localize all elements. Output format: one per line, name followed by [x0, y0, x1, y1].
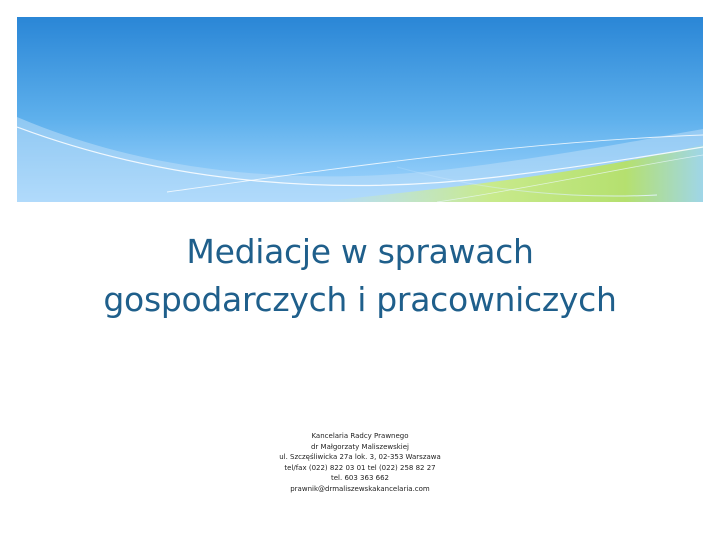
decorative-wave-banner: [17, 17, 703, 202]
contact-line-4: tel/fax (022) 822 03 01 tel (022) 258 82 27: [284, 463, 436, 472]
contact-block: [200, 431, 520, 494]
contact-line-1: Kancelaria Radcy Prawnego: [311, 432, 409, 440]
contact-email: prawnik@drmaliszewskakancelaria.com: [290, 484, 430, 493]
slide-title: [40, 228, 680, 324]
contact-line-2: dr Małgorzaty Maliszewskiej: [310, 442, 409, 451]
contact-line-5: tel. 603 363 662: [331, 474, 389, 482]
contact-line-3: ul. Szczęśliwicka 27a lok. 3, 02-353 Warszawa: [279, 453, 441, 461]
title-line-2: gospodarczych i pracowniczych: [103, 280, 617, 319]
banner-graphic: [17, 17, 703, 202]
title-line-1: Mediacje w sprawach: [186, 232, 534, 271]
